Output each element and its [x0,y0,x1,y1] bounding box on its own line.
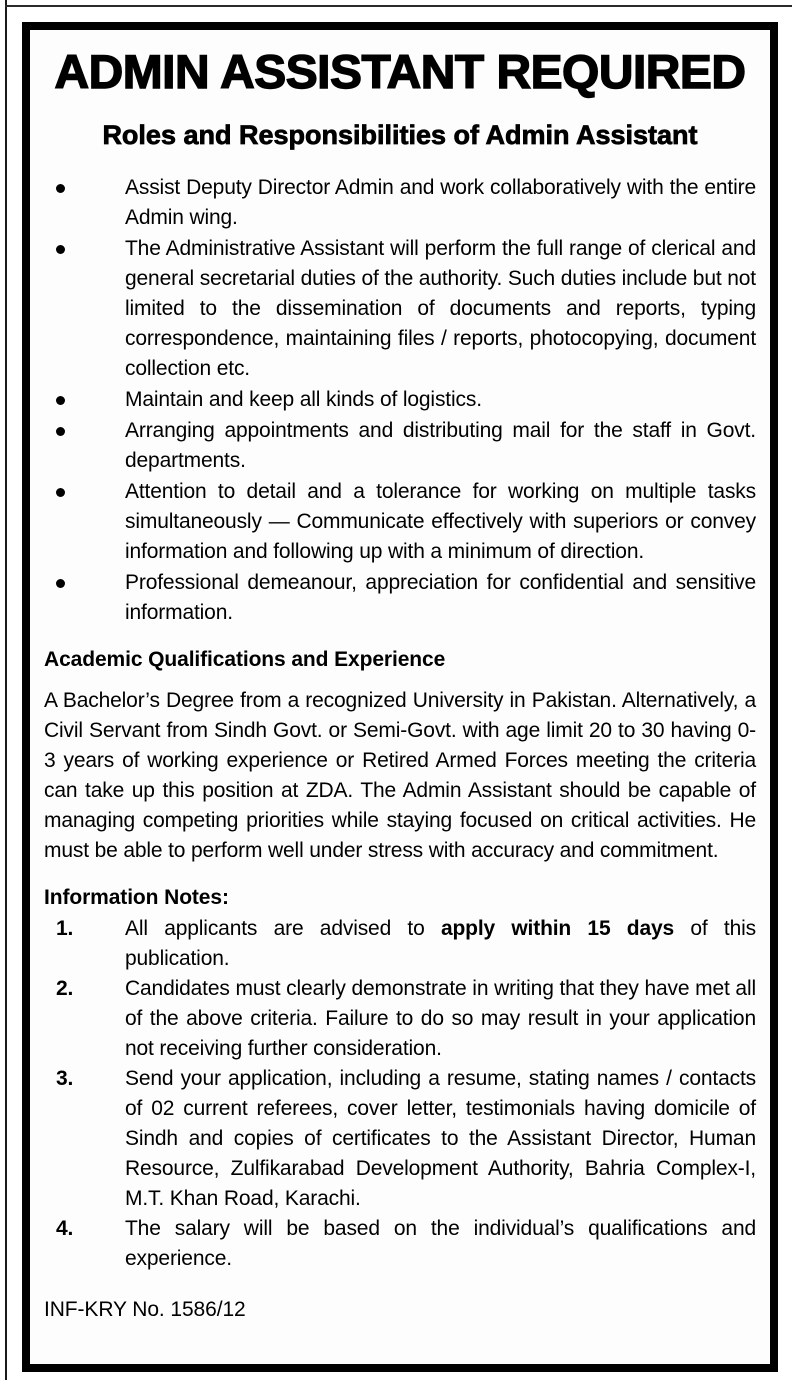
note-text-emphasis: apply within 15 days [440,916,675,940]
list-item-text: The salary will be based on the individual’s qualifications and experience. [125,1216,756,1270]
list-item-number: 4. [56,1216,74,1240]
list-item [44,477,756,567]
bullet-icon [56,245,65,254]
page-subtitle: Roles and Responsibilities of Admin Assistant [102,120,698,150]
note-text-before: All applicants are advised to [125,916,441,940]
advertisement-body [30,30,770,1364]
bullet-icon [56,184,65,193]
page-title: ADMIN ASSISTANT REQUIRED [54,45,746,98]
bullet-icon [56,488,65,497]
information-notes-heading: Information Notes: [44,885,229,909]
page-edge-rule-left [5,0,7,1380]
list-item [44,974,756,1064]
list-item [44,173,756,233]
list-item [44,416,756,476]
list-item-text: Candidates must clearly demonstrate in writing that they have met all of the above criteria. Failure to do so may result in your application not receiving further consideration. [125,976,756,1060]
list-item-text: Assist Deputy Director Admin and work collaboratively with the entire Admin wing. [125,175,756,229]
qualifications-heading: Academic Qualifications and Experience [44,647,446,671]
list-item-text: Professional demeanour, appreciation for confidential and sensitive information. [125,570,756,624]
list-item [44,914,756,974]
list-item-text: The Administrative Assistant will perform the full range of clerical and general secretarial duties of the authority. Such duties include but not limited to the dissemination of documents and reports, typing correspondence, maintaining files / reports, photocopying, document collection etc. [125,236,756,380]
qualifications-paragraph: A Bachelor’s Degree from a recognized University in Pakistan. Alternatively, a Civil Servant from Sindh Govt. or Semi-Govt. with age limit 20 to 30 having 0-3 years of working experience or Retired Armed Forces meeting the criteria can take up this position at ZDA. The Admin Assistant should be capable of managing competing priorities while staying focused on critical activities. He must be able to perform well under stress with accuracy and commitment. [44,688,756,862]
list-item [44,568,756,628]
list-item-text [125,914,756,974]
list-item-number: 1. [56,916,74,940]
list-item-text: Arranging appointments and distributing mail for the staff in Govt. departments. [125,418,756,472]
bullet-icon [56,396,65,405]
information-notes-list [44,914,756,1274]
list-item-number: 3. [56,1066,74,1090]
list-item [44,1214,756,1274]
note-text-after: of this publication. [125,916,756,970]
list-item-text: Send your application, including a resume, stating names / contacts of 02 current referees, cover letter, testimonials having domicile of Sindh and copies of certificates to the Assistant Director, Human Resource, Zulfikarabad Development Authority, Bahria Complex-I, M.T. Khan Road, Karachi. [125,1066,756,1210]
list-item [44,1064,756,1214]
list-item-text: Attention to detail and a tolerance for working on multiple tasks simultaneously — Communicate effectively with superiors or convey information and following up with a minimum of direction. [125,479,756,563]
list-item [44,385,756,415]
page-edge-rule-top [5,5,792,7]
reference-number: INF-KRY No. 1586/12 [44,1297,246,1321]
responsibilities-list [44,173,756,628]
list-item [44,234,756,384]
bullet-icon [56,579,65,588]
list-item-number: 2. [56,976,74,1000]
list-item-text: Maintain and keep all kinds of logistics. [125,387,482,411]
advertisement-frame [22,22,778,1372]
bullet-icon [56,427,65,436]
